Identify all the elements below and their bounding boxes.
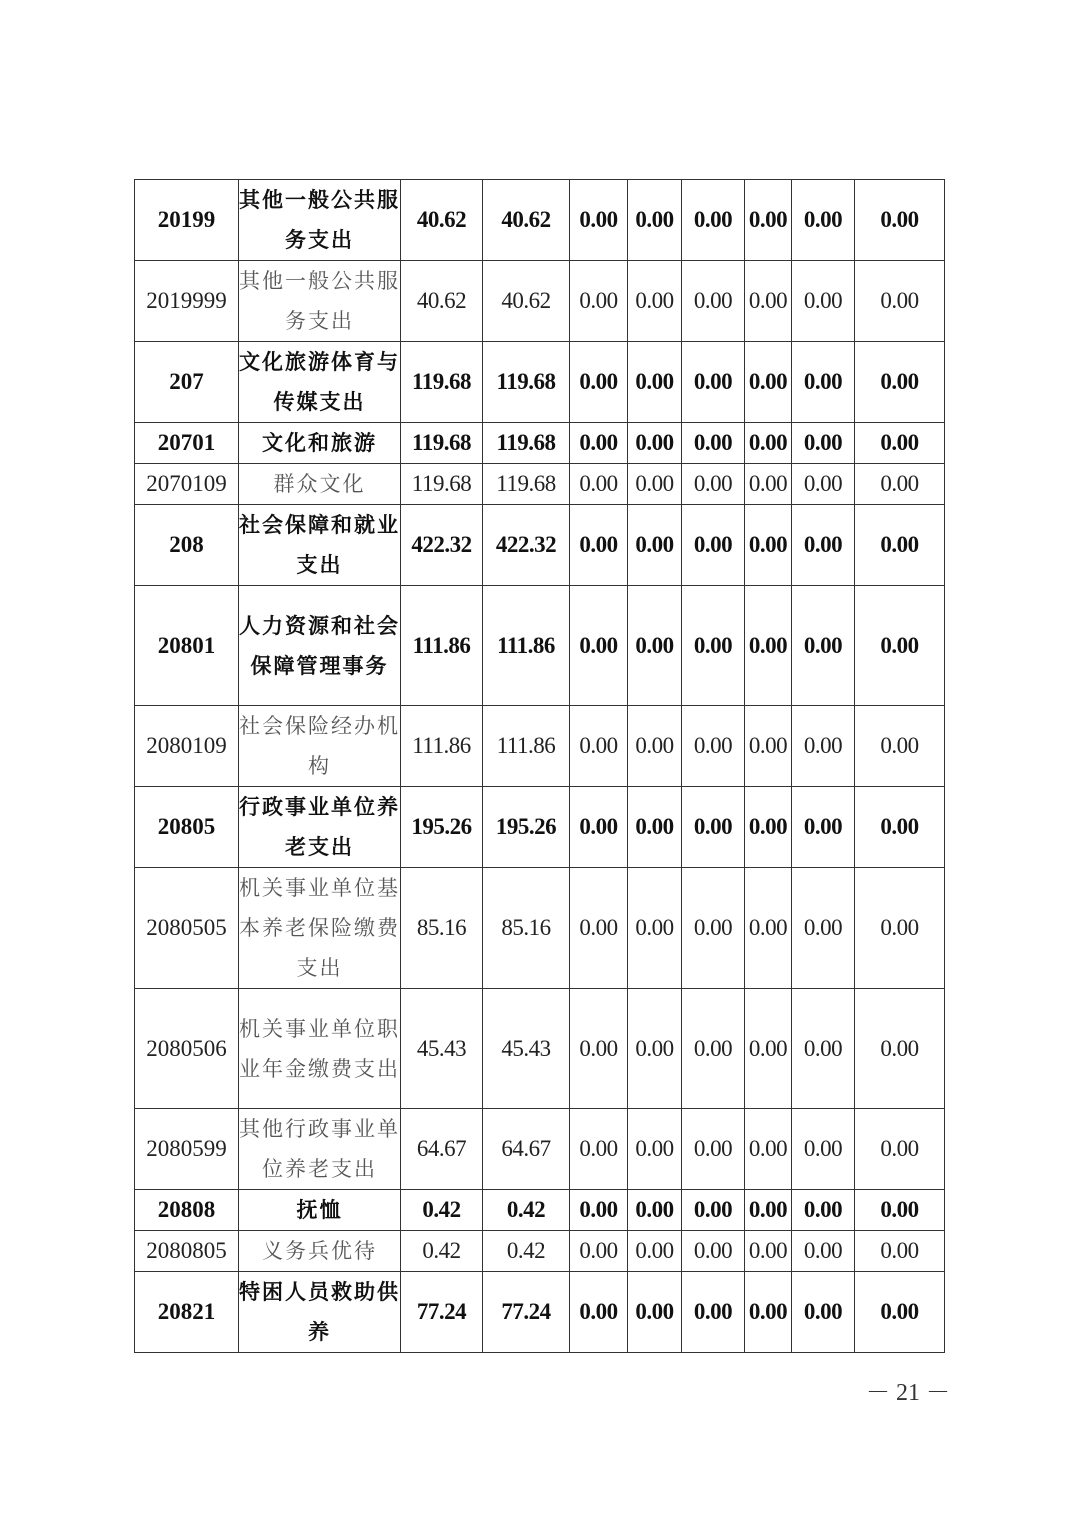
total-amount-cell: 422.32 [401, 505, 483, 586]
total-amount-cell: 195.26 [401, 787, 483, 868]
account-name-cell: 行政事业单位养老支出 [239, 787, 401, 868]
account-name-cell: 社会保险经办机构 [239, 706, 401, 787]
basic-expenditure-cell: 111.86 [483, 586, 570, 706]
table-row [135, 464, 945, 505]
amount-cell: 0.00 [745, 464, 792, 505]
amount-cell: 0.00 [745, 1109, 792, 1190]
amount-cell: 0.00 [855, 423, 945, 464]
amount-cell: 0.00 [570, 261, 628, 342]
basic-expenditure-cell: 119.68 [483, 423, 570, 464]
amount-cell: 0.00 [682, 586, 745, 706]
account-code-cell: 20801 [135, 586, 239, 706]
account-name-cell: 抚恤 [239, 1190, 401, 1231]
basic-expenditure-cell: 64.67 [483, 1109, 570, 1190]
amount-cell: 0.00 [628, 787, 682, 868]
basic-expenditure-cell: 0.42 [483, 1231, 570, 1272]
amount-cell: 0.00 [628, 868, 682, 989]
amount-cell: 0.00 [682, 464, 745, 505]
amount-cell: 0.00 [745, 706, 792, 787]
amount-cell: 0.00 [682, 1272, 745, 1353]
table-body [135, 180, 945, 1353]
account-name-cell: 文化和旅游 [239, 423, 401, 464]
amount-cell: 0.00 [628, 586, 682, 706]
amount-cell: 0.00 [745, 180, 792, 261]
table-row [135, 423, 945, 464]
amount-cell: 0.00 [570, 180, 628, 261]
amount-cell: 0.00 [792, 868, 855, 989]
amount-cell: 0.00 [745, 1190, 792, 1231]
amount-cell: 0.00 [745, 423, 792, 464]
amount-cell: 0.00 [745, 868, 792, 989]
amount-cell: 0.00 [792, 342, 855, 423]
account-name-cell: 义务兵优待 [239, 1231, 401, 1272]
table-row [135, 342, 945, 423]
account-code-cell: 2080505 [135, 868, 239, 989]
amount-cell: 0.00 [792, 787, 855, 868]
account-name-cell: 文化旅游体育与传媒支出 [239, 342, 401, 423]
amount-cell: 0.00 [682, 1190, 745, 1231]
account-code-cell: 2070109 [135, 464, 239, 505]
total-amount-cell: 64.67 [401, 1109, 483, 1190]
account-name-cell: 其他一般公共服务支出 [239, 180, 401, 261]
account-name-cell: 人力资源和社会保障管理事务 [239, 586, 401, 706]
amount-cell: 0.00 [628, 180, 682, 261]
amount-cell: 0.00 [682, 1231, 745, 1272]
amount-cell: 0.00 [570, 423, 628, 464]
amount-cell: 0.00 [855, 464, 945, 505]
amount-cell: 0.00 [792, 180, 855, 261]
account-code-cell: 2080805 [135, 1231, 239, 1272]
table-row [135, 261, 945, 342]
account-name-cell: 社会保障和就业支出 [239, 505, 401, 586]
amount-cell: 0.00 [628, 505, 682, 586]
total-amount-cell: 85.16 [401, 868, 483, 989]
amount-cell: 0.00 [855, 342, 945, 423]
total-amount-cell: 0.42 [401, 1231, 483, 1272]
account-code-cell: 207 [135, 342, 239, 423]
amount-cell: 0.00 [855, 1109, 945, 1190]
amount-cell: 0.00 [570, 1109, 628, 1190]
account-code-cell: 208 [135, 505, 239, 586]
basic-expenditure-cell: 85.16 [483, 868, 570, 989]
amount-cell: 0.00 [792, 464, 855, 505]
amount-cell: 0.00 [745, 505, 792, 586]
amount-cell: 0.00 [855, 868, 945, 989]
amount-cell: 0.00 [855, 787, 945, 868]
amount-cell: 0.00 [745, 261, 792, 342]
amount-cell: 0.00 [792, 1272, 855, 1353]
account-name-cell: 机关事业单位职业年金缴费支出 [239, 989, 401, 1109]
basic-expenditure-cell: 119.68 [483, 342, 570, 423]
amount-cell: 0.00 [570, 464, 628, 505]
amount-cell: 0.00 [570, 586, 628, 706]
account-code-cell: 2080599 [135, 1109, 239, 1190]
table-row [135, 180, 945, 261]
total-amount-cell: 77.24 [401, 1272, 483, 1353]
total-amount-cell: 111.86 [401, 586, 483, 706]
account-code-cell: 20701 [135, 423, 239, 464]
total-amount-cell: 111.86 [401, 706, 483, 787]
amount-cell: 0.00 [745, 989, 792, 1109]
amount-cell: 0.00 [682, 180, 745, 261]
amount-cell: 0.00 [628, 261, 682, 342]
amount-cell: 0.00 [570, 1272, 628, 1353]
amount-cell: 0.00 [682, 1109, 745, 1190]
amount-cell: 0.00 [570, 1190, 628, 1231]
account-name-cell: 其他一般公共服务支出 [239, 261, 401, 342]
table-row [135, 868, 945, 989]
account-code-cell: 20199 [135, 180, 239, 261]
amount-cell: 0.00 [682, 342, 745, 423]
amount-cell: 0.00 [792, 586, 855, 706]
amount-cell: 0.00 [682, 505, 745, 586]
amount-cell: 0.00 [792, 1109, 855, 1190]
account-name-cell: 群众文化 [239, 464, 401, 505]
amount-cell: 0.00 [628, 464, 682, 505]
amount-cell: 0.00 [570, 706, 628, 787]
amount-cell: 0.00 [855, 180, 945, 261]
basic-expenditure-cell: 422.32 [483, 505, 570, 586]
amount-cell: 0.00 [628, 989, 682, 1109]
account-name-cell: 特困人员救助供养 [239, 1272, 401, 1353]
total-amount-cell: 40.62 [401, 261, 483, 342]
amount-cell: 0.00 [855, 586, 945, 706]
amount-cell: 0.00 [570, 868, 628, 989]
basic-expenditure-cell: 77.24 [483, 1272, 570, 1353]
table-row [135, 1109, 945, 1190]
basic-expenditure-cell: 195.26 [483, 787, 570, 868]
table-row [135, 989, 945, 1109]
amount-cell: 0.00 [570, 989, 628, 1109]
account-code-cell: 2080506 [135, 989, 239, 1109]
table-row [135, 787, 945, 868]
amount-cell: 0.00 [792, 505, 855, 586]
amount-cell: 0.00 [855, 1231, 945, 1272]
amount-cell: 0.00 [745, 342, 792, 423]
table-row [135, 706, 945, 787]
account-code-cell: 2019999 [135, 261, 239, 342]
amount-cell: 0.00 [628, 1231, 682, 1272]
table-row [135, 505, 945, 586]
account-name-cell: 其他行政事业单位养老支出 [239, 1109, 401, 1190]
basic-expenditure-cell: 40.62 [483, 180, 570, 261]
amount-cell: 0.00 [792, 423, 855, 464]
table-row [135, 1190, 945, 1231]
amount-cell: 0.00 [628, 1272, 682, 1353]
total-amount-cell: 45.43 [401, 989, 483, 1109]
table-row [135, 1272, 945, 1353]
amount-cell: 0.00 [682, 787, 745, 868]
account-code-cell: 20805 [135, 787, 239, 868]
table-row [135, 1231, 945, 1272]
amount-cell: 0.00 [682, 706, 745, 787]
amount-cell: 0.00 [628, 342, 682, 423]
basic-expenditure-cell: 119.68 [483, 464, 570, 505]
amount-cell: 0.00 [792, 1190, 855, 1231]
total-amount-cell: 40.62 [401, 180, 483, 261]
amount-cell: 0.00 [745, 787, 792, 868]
amount-cell: 0.00 [855, 1190, 945, 1231]
amount-cell: 0.00 [682, 989, 745, 1109]
amount-cell: 0.00 [628, 423, 682, 464]
amount-cell: 0.00 [792, 1231, 855, 1272]
amount-cell: 0.00 [682, 423, 745, 464]
amount-cell: 0.00 [628, 1190, 682, 1231]
amount-cell: 0.00 [855, 505, 945, 586]
account-code-cell: 2080109 [135, 706, 239, 787]
amount-cell: 0.00 [855, 989, 945, 1109]
total-amount-cell: 119.68 [401, 464, 483, 505]
amount-cell: 0.00 [570, 342, 628, 423]
table-row [135, 586, 945, 706]
basic-expenditure-cell: 111.86 [483, 706, 570, 787]
basic-expenditure-cell: 0.42 [483, 1190, 570, 1231]
amount-cell: 0.00 [628, 706, 682, 787]
account-code-cell: 20808 [135, 1190, 239, 1231]
amount-cell: 0.00 [792, 989, 855, 1109]
amount-cell: 0.00 [628, 1109, 682, 1190]
basic-expenditure-cell: 40.62 [483, 261, 570, 342]
page-number: － 21 － [866, 1380, 950, 1406]
total-amount-cell: 0.42 [401, 1190, 483, 1231]
amount-cell: 0.00 [682, 261, 745, 342]
account-code-cell: 20821 [135, 1272, 239, 1353]
basic-expenditure-cell: 45.43 [483, 989, 570, 1109]
amount-cell: 0.00 [745, 1231, 792, 1272]
amount-cell: 0.00 [570, 505, 628, 586]
amount-cell: 0.00 [745, 586, 792, 706]
amount-cell: 0.00 [855, 261, 945, 342]
amount-cell: 0.00 [792, 261, 855, 342]
budget-expenditure-table [134, 179, 945, 1353]
total-amount-cell: 119.68 [401, 423, 483, 464]
amount-cell: 0.00 [682, 868, 745, 989]
amount-cell: 0.00 [745, 1272, 792, 1353]
account-name-cell: 机关事业单位基本养老保险缴费支出 [239, 868, 401, 989]
amount-cell: 0.00 [855, 1272, 945, 1353]
amount-cell: 0.00 [570, 1231, 628, 1272]
amount-cell: 0.00 [570, 787, 628, 868]
total-amount-cell: 119.68 [401, 342, 483, 423]
amount-cell: 0.00 [855, 706, 945, 787]
amount-cell: 0.00 [792, 706, 855, 787]
